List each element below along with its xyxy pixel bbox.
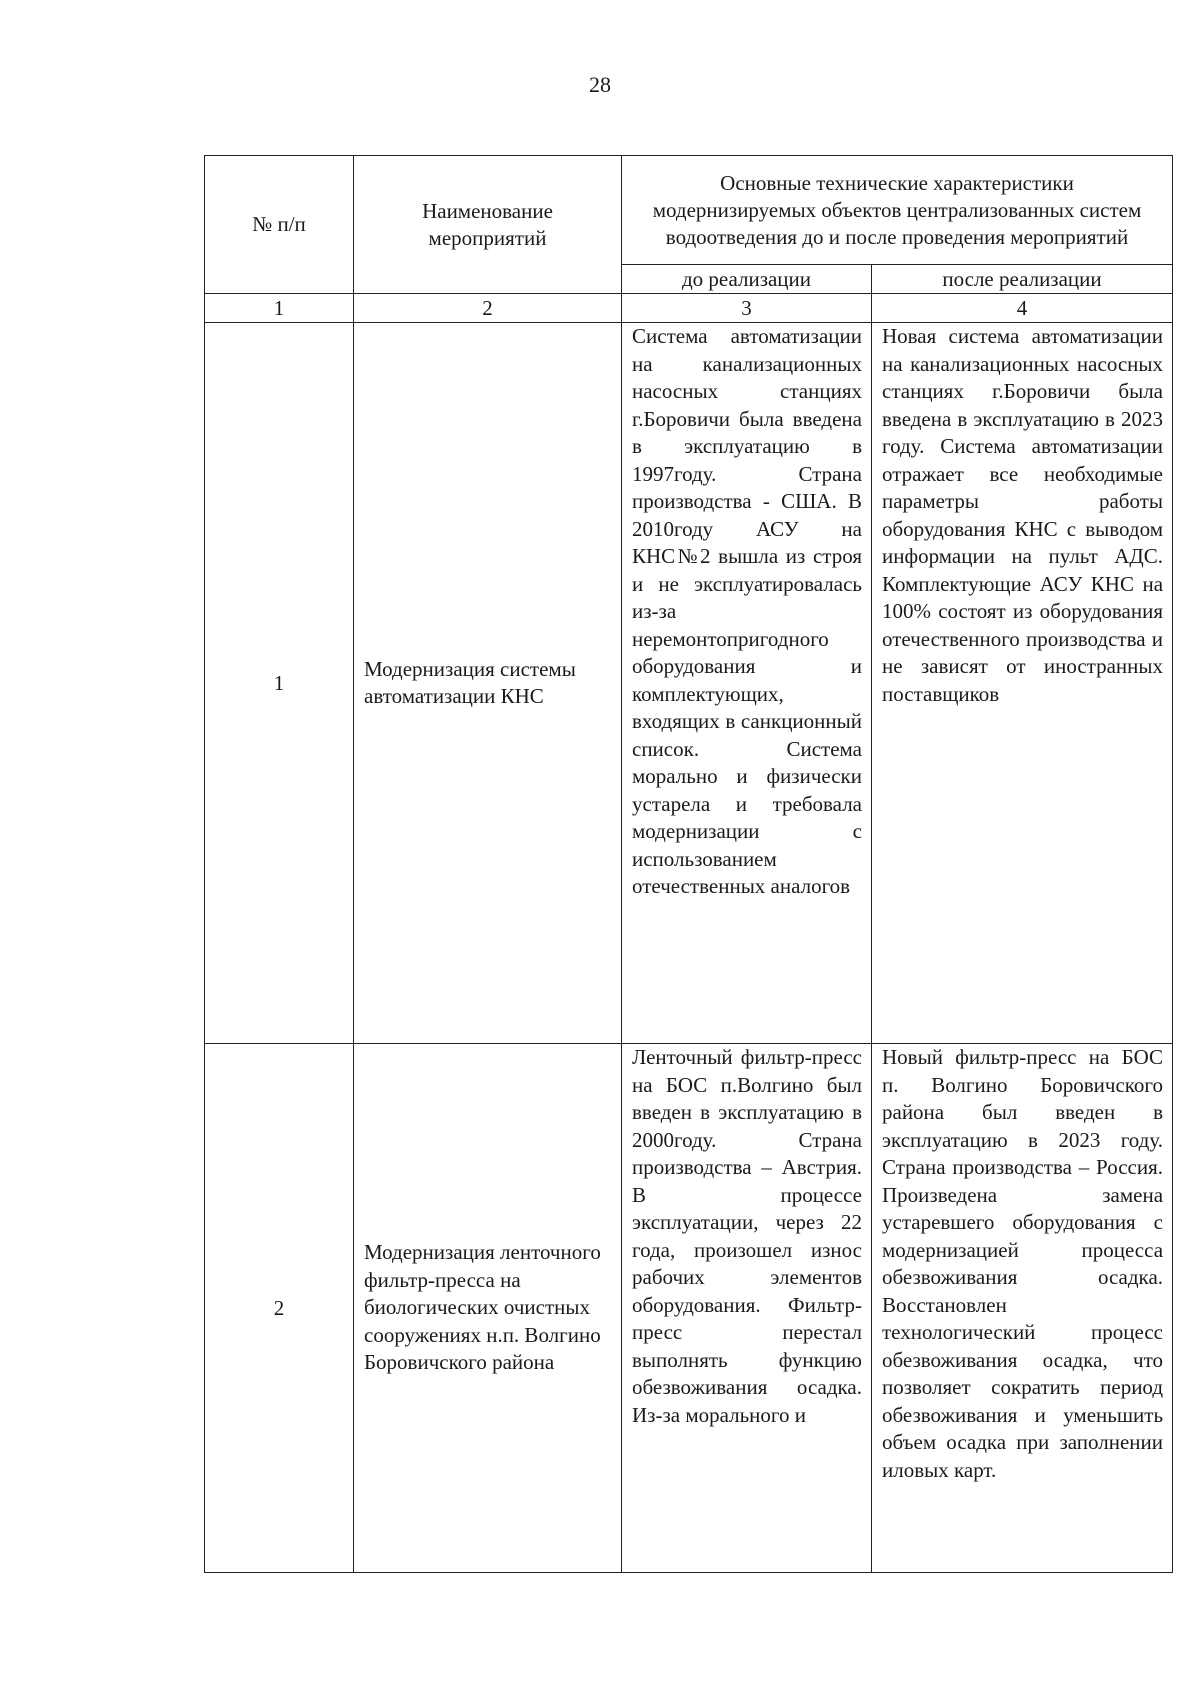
header-after: после реализации: [872, 265, 1173, 294]
state-before: Система автоматизации на канализационных насосных станциях г.Боровичи была введена в эксплуатацию в 1997году. Страна производства - США. В 2010году АСУ на КНС№2 вышла из строя и не эксплуатировалась из-за неремонтопригодного оборудования и комплектующих, входящих в санкционный список. Система морально и физически устарела и требовала модернизации с использованием отечественных аналогов: [622, 323, 872, 1044]
header-characteristics: Основные технические характеристики модернизируемых объектов централизованных систем водоотведения до и после проведения мероприятий: [622, 156, 1173, 265]
table-row: [205, 1044, 1173, 1573]
header-before: до реализации: [622, 265, 872, 294]
table-row: [205, 323, 1173, 1044]
header-number: № п/п: [205, 156, 354, 294]
state-after: Новая система автоматизации на канализационных насосных станциях г.Боровичи была введена в эксплуатацию в 2023 году. Система автоматизации отражает все необходимые параметры работы оборудования КНС с выводом информации на пульт АДС. Комплектующие АСУ КНС на 100% состоят из оборудования отечественного производства и не зависят от иностранных поставщиков: [872, 323, 1173, 1044]
measures-table: [204, 155, 1173, 1573]
column-number-1: 1: [205, 294, 354, 323]
row-index: 1: [205, 323, 354, 1044]
measure-name: Модернизация ленточного фильтр-пресса на биологических очистных сооружениях н.п. Волгино Боровичского района: [354, 1044, 622, 1573]
column-number-2: 2: [354, 294, 622, 323]
state-after: Новый фильтр-пресс на БОС п. Волгино Боровичского района был введен в эксплуатацию в 2023 году. Страна производства – Россия. Произведена замена устаревшего оборудования с модернизацией процесса обезвоживания осадка. Восстановлен технологический процесс обезвоживания осадка, что позволяет сократить период обезвоживания и уменьшить объем осадка при заполнении иловых карт.: [872, 1044, 1173, 1573]
column-number-4: 4: [872, 294, 1173, 323]
state-before: Ленточный фильтр-пресс на БОС п.Волгино был введен в эксплуатацию в 2000году. Страна производства – Австрия. В процессе эксплуатации, через 22 года, произошел износ рабочих элементов оборудования. Фильтр-пресс перестал выполнять функцию обезвоживания осадка. Из-за морального и: [622, 1044, 872, 1573]
row-index: 2: [205, 1044, 354, 1573]
column-number-3: 3: [622, 294, 872, 323]
measure-name: Модернизация системы автоматизации КНС: [354, 323, 622, 1044]
page-number: 28: [589, 72, 611, 97]
header-name: Наименование мероприятий: [354, 156, 622, 294]
